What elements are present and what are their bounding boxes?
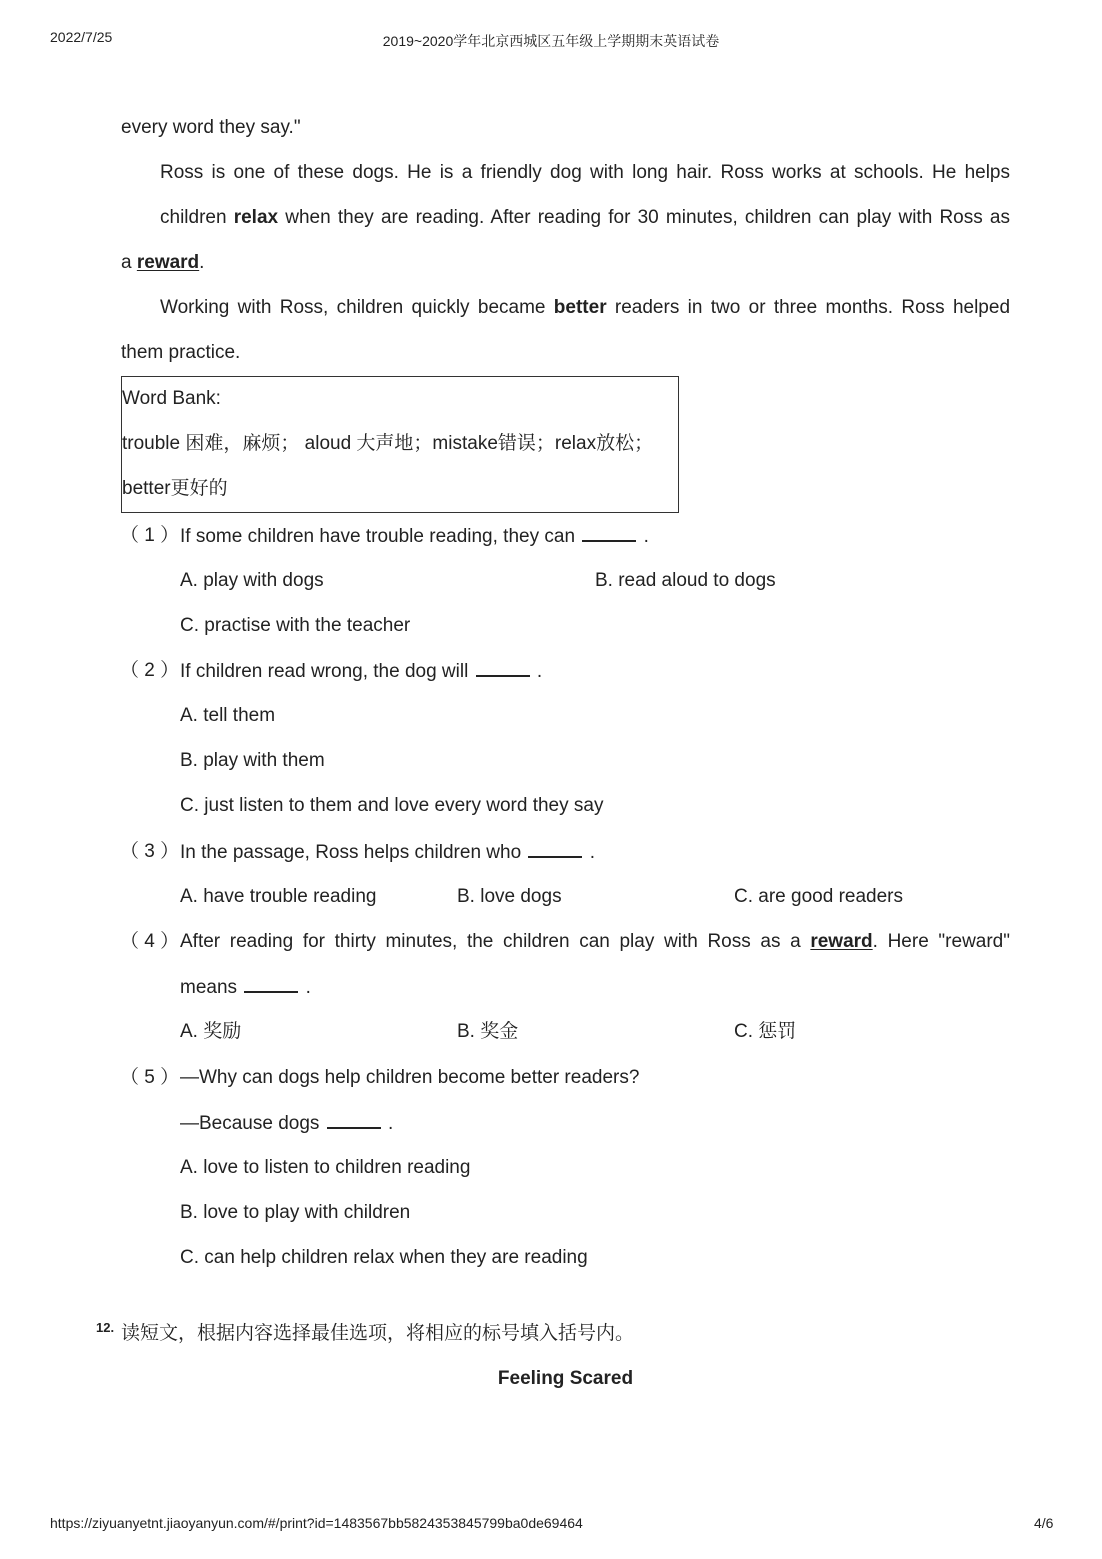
passage-line: children relax when they are reading. After reading for 30 minutes, children can play with Ross as — [160, 207, 1010, 228]
option: B. read aloud to dogs — [595, 570, 776, 591]
question-number: （ 3 ） — [120, 841, 180, 862]
passage-line: them practice. — [121, 342, 241, 363]
option: C. just listen to them and love every word they say — [180, 795, 604, 816]
question-stem: In the passage, Ross helps children who . — [180, 842, 595, 863]
option: A. play with dogs — [180, 570, 324, 591]
option: C. can help children relax when they are reading — [180, 1247, 588, 1268]
question-number: （ 4 ） — [120, 931, 180, 952]
question-stem: means . — [180, 977, 311, 998]
question-12-instruction: 读短文，根据内容选择最佳选项，将相应的标号填入括号内。 — [121, 1323, 635, 1344]
answer-blank — [582, 524, 636, 542]
option: A. love to listen to children reading — [180, 1157, 471, 1178]
question-stem: After reading for thirty minutes, the children can play with Ross as a reward. Here "reward" — [180, 931, 1010, 952]
word-bank-box — [121, 376, 679, 513]
question-number: （ 1 ） — [120, 525, 180, 546]
passage-title: Feeling Scared — [497, 1368, 634, 1389]
option: A. have trouble reading — [180, 886, 377, 907]
option: C. 惩罚 — [734, 1021, 797, 1042]
bold-word: relax — [233, 207, 279, 228]
question-number: （ 5 ） — [120, 1067, 180, 1088]
passage-line: Ross is one of these dogs. He is a friendly dog with long hair. Ross works at schools. He helps — [160, 162, 1010, 183]
answer-blank — [528, 840, 582, 858]
question-stem: —Why can dogs help children become better readers? — [180, 1067, 640, 1088]
document-title: 2019~2020学年北京西城区五年级上学期期末英语试卷 — [382, 33, 720, 49]
page-number: 4/6 — [1034, 1515, 1054, 1531]
bold-word: reward — [136, 252, 200, 273]
word-bank-title: Word Bank: — [122, 388, 221, 409]
question-stem: If children read wrong, the dog will . — [180, 661, 543, 682]
question-number: （ 2 ） — [120, 660, 180, 681]
passage-line: every word they say." — [121, 117, 301, 138]
print-date: 2022/7/25 — [50, 29, 113, 45]
option: B. play with them — [180, 750, 325, 771]
bold-word: reward — [810, 931, 873, 952]
bold-word: better — [553, 297, 607, 318]
answer-blank — [327, 1111, 381, 1129]
option: B. love to play with children — [180, 1202, 411, 1223]
question-stem: If some children have trouble reading, they can . — [180, 526, 649, 547]
option: A. tell them — [180, 705, 276, 726]
passage-line: a reward. — [121, 252, 205, 273]
option: B. 奖金 — [457, 1021, 519, 1042]
question-12-number: 12. — [96, 1320, 115, 1335]
word-bank-line: trouble 困难，麻烦； aloud 大声地；mistake错误；relax放松； — [122, 433, 654, 454]
word-bank-line: better更好的 — [122, 478, 228, 499]
option: C. are good readers — [734, 886, 903, 907]
option: C. practise with the teacher — [180, 615, 411, 636]
option: A. 奖励 — [180, 1021, 242, 1042]
passage-line: Working with Ross, children quickly became better readers in two or three months. Ross helped — [160, 297, 1011, 318]
answer-blank — [476, 659, 530, 677]
answer-blank — [244, 975, 298, 993]
question-stem: —Because dogs . — [180, 1113, 394, 1134]
option: B. love dogs — [457, 886, 562, 907]
footer-url: https://ziyuanyetnt.jiaoyanyun.com/#/print?id=1483567bb5824353845799ba0de69464 — [50, 1515, 583, 1531]
